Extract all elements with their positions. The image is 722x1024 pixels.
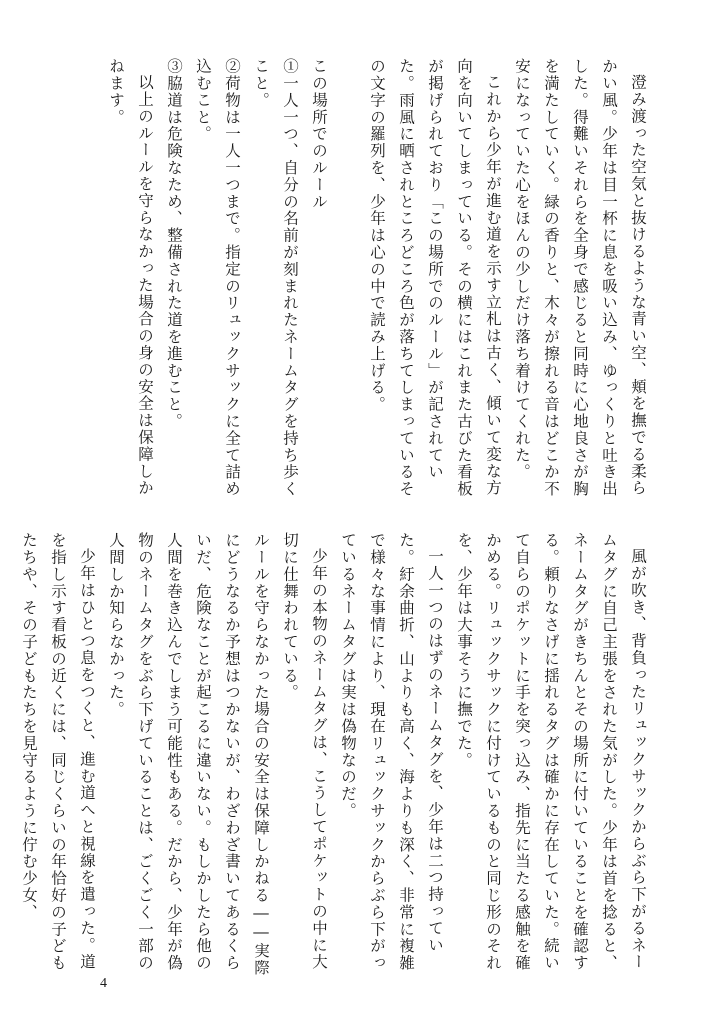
paragraph: 澄み渡った空気と抜けるような青い空、頬を撫でる柔らかい風。少年は目一杯に息を吸い込み、ゆっくりと吐き出した。得難いそれらを全身で感じると同時に心地良さが胸を満たしていく。緑の香りと、木々が擦れる音はどこか不安になっていた心をほんの少しだけ落ち着けてくれた。 — [513, 58, 647, 498]
text-block-lower — [20, 532, 652, 984]
rule-item: ②荷物は一人一つまで。指定のリュックサックに全て詰め込むこと。 — [194, 58, 241, 498]
blank-line — [333, 58, 362, 510]
rules-title: この場所でのルール — [310, 58, 328, 211]
rule-item: ①一人一つ、自分の名前が刻まれたネームタグを持ち歩くこと。 — [252, 58, 299, 498]
paragraph: 以上のルールを守らなかった場合の身の安全は保障しかねます。 — [107, 58, 154, 496]
text-block-upper — [92, 58, 652, 510]
paragraph: 少年の本物のネームタグは、こうしてポケットの中に大切に仕舞われている。 — [281, 532, 328, 970]
paragraph: 少年はひとつ息をつくと、進む道へと視線を遣った。道を指し示す看板の近くには、同じくらいの年恰好の子どもたちや、その子どもたちを見守るように佇む少女、 — [20, 532, 96, 972]
paragraph: 風が吹き、背負ったリュックサックからぶら下がるネームタグに自己主張をされた気がした。少年は首を捻ると、ネームタグがきちんとその場所に付いていることを確認する。頼りなさげに揺れるタグは確かに存在していた。続いて自らのポケットに手を突っ込み、指先に当たる感触を確かめる。リュックサックに付けているものと同じ形のそれを、少年は大事そうに撫でた。 — [455, 532, 647, 972]
paragraph: ルールを守らなかった場合の安全は保障しかねる――実際にどうなるか予想はつかないが、わざわざ書いてあるくらいだ、危険なことが起こるに違いない。もしかしたら他の人間を巻き込んでしまう可能性もある。だから、少年が偽物のネームタグをぶら下げていることは、ごくごく一部の人間しか知らなかった。 — [107, 532, 270, 977]
paragraph: 一人一つのはずのネームタグを、少年は二つ持っていた。紆余曲折、山よりも高く、海よりも深く、非常に複雑で様々な事情により、現在リュックサックからぶら下がっているネームタグは実は偽物なのだ。 — [339, 532, 444, 972]
paragraph: これから少年が進む道を示す立札は古く、傾いて変な方向を向いてしまっている。その横にはこれまた古びた看板が掲げられており「この場所でのルール」が記されていた。雨風に晒されところどころ色が落ちてしまっているその文字の羅列を、少年は心の中で読み上げる。 — [368, 58, 502, 498]
page-number: 4 — [100, 976, 107, 991]
rule-item: ③脇道は危険なため、整備された道を進むこと。 — [165, 58, 183, 430]
